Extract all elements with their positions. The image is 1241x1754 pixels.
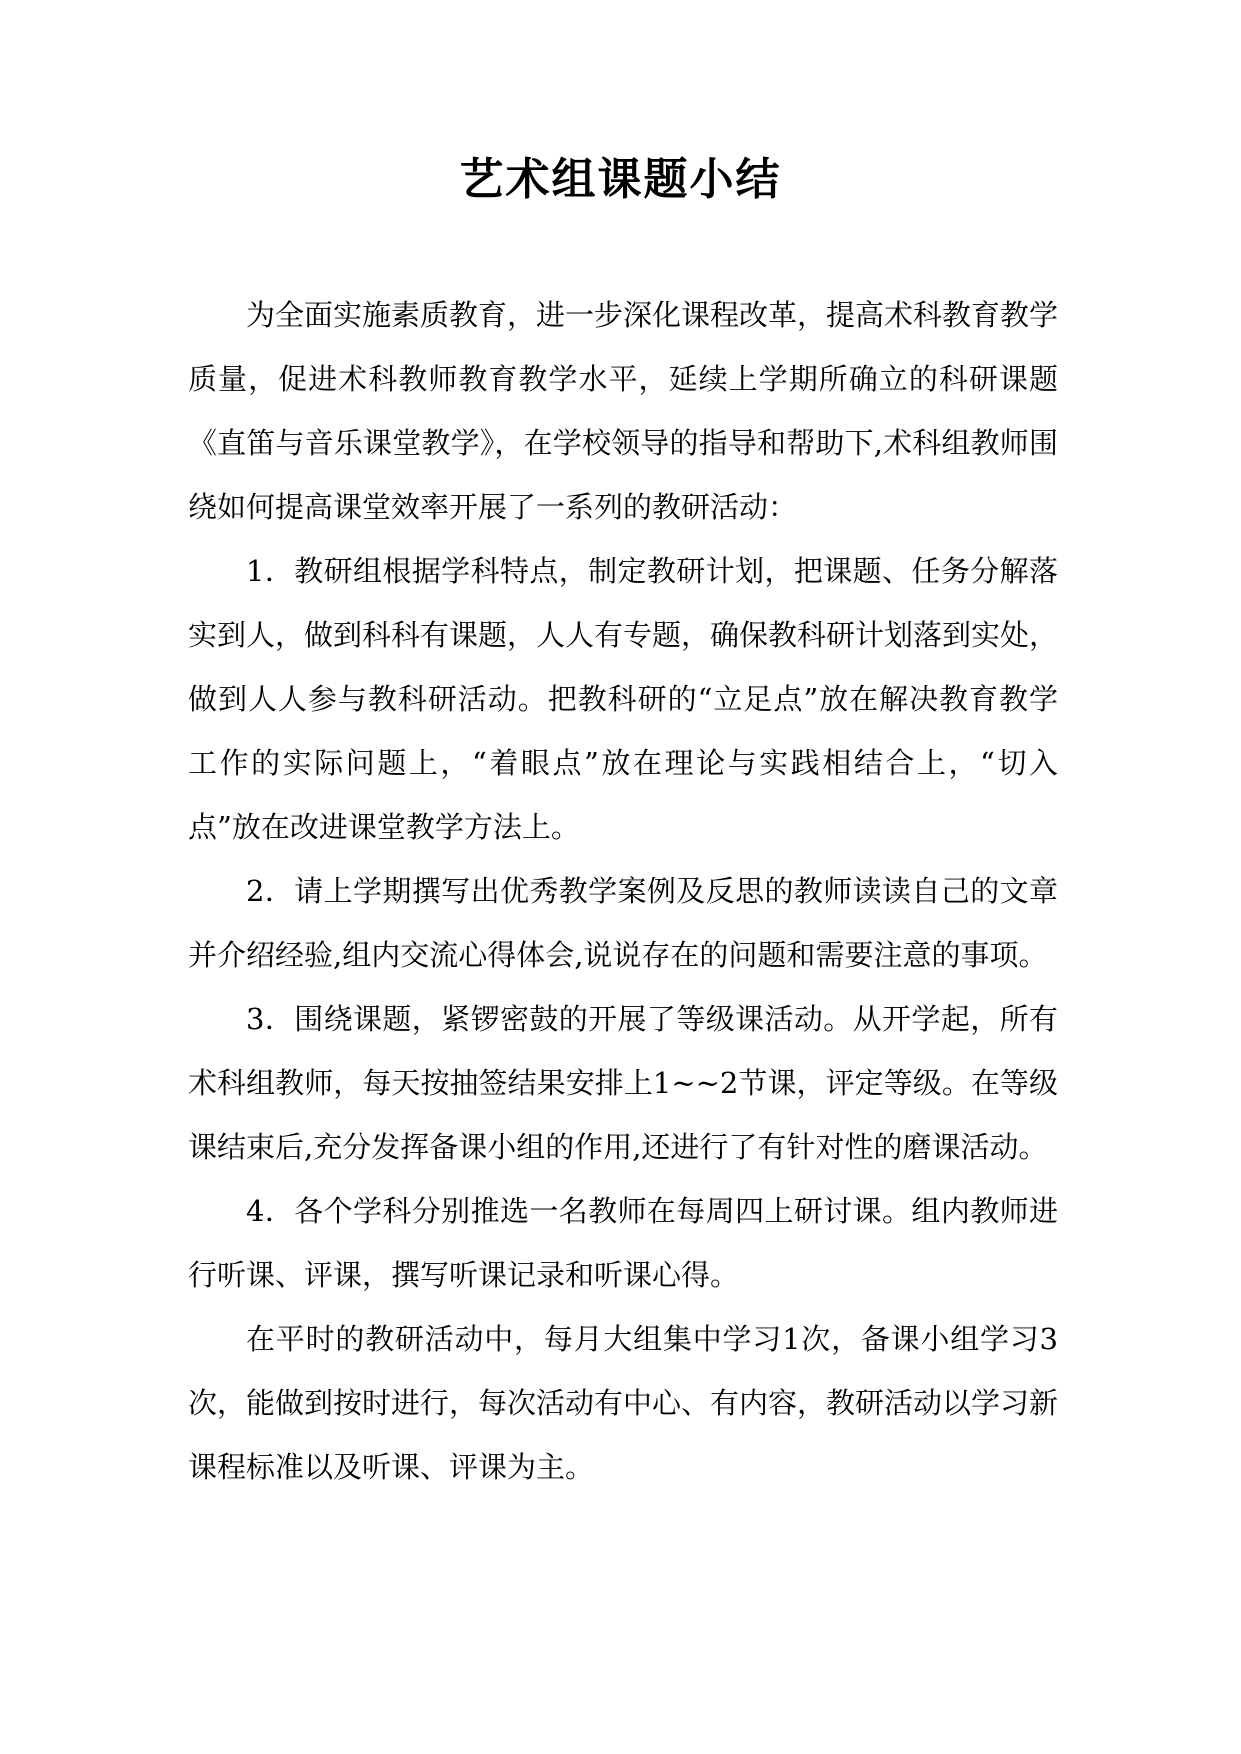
item-1-paragraph: 1．教研组根据学科特点，制定教研计划，把课题、任务分解落实到人，做到科科有课题，人人有专题，确保教科研计划落到实处，做到人人参与教科研活动。把教科研的“立足点”放在解决教育教学工作的实际问题上，“着眼点”放在理论与实践相结合上，“切入点”放在改进课堂教学方法上。 (188, 554, 1059, 844)
item-4-paragraph: 4．各个学科分别推选一名教师在每周四上研讨课。组内教师进行听课、评课，撰写听课记录和听课心得。 (188, 1194, 1058, 1292)
closing-paragraph: 在平时的教研活动中，每月大组集中学习1次，备课小组学习3次，能做到按时进行，每次活动有中心、有内容，教研活动以学习新课程标准以及听课、评课为主。 (188, 1322, 1059, 1484)
document-body (188, 283, 1058, 1499)
item-2-paragraph: 2．请上学期撰写出优秀教学案例及反思的教师读读自己的文章并介绍经验,组内交流心得体会,说说存在的问题和需要注意的事项。 (188, 874, 1058, 972)
item-3-paragraph: 3．围绕课题，紧锣密鼓的开展了等级课活动。从开学起，所有术科组教师，每天按抽签结果安排上1~~2节课，评定等级。在等级课结束后,充分发挥备课小组的作用,还进行了有针对性的磨课活动。 (188, 1002, 1058, 1164)
intro-paragraph: 为全面实施素质教育，进一步深化课程改革，提高术科教育教学质量，促进术科教师教育教学水平，延续上学期所确立的科研课题《直笛与音乐课堂教学》，在学校领导的指导和帮助下,术科组教师围绕如何提高课堂效率开展了一系列的教研活动： (188, 298, 1059, 524)
document-title: 艺术组课题小结 (459, 154, 782, 205)
